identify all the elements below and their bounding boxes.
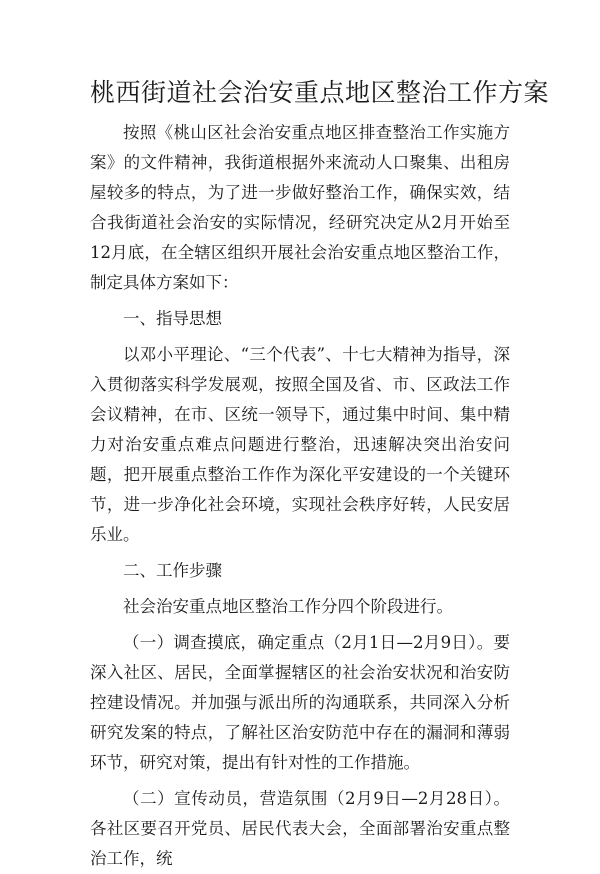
intro-paragraph: 按照《桃山区社会治安重点地区排查整治工作实施方案》的文件精神，我街道根据外来流动人口聚集、出租房屋较多的特点，为了进一步做好整治工作，确保实效，结合我街道社会治安的实际情况，经研究决定从2月开始至12月底，在全辖区组织开展社会治安重点地区整治工作，制定具体方案如下： xyxy=(90,123,510,292)
step-2-paragraph: （二）宣传动员，营造氛围（2月9日—2月28日）。各社区要召开党员、居民代表大会，全面部署治安重点整治工作，统 xyxy=(90,789,510,868)
section-1-paragraph: 以邓小平理论、“三个代表”、十七大精神为指导，深入贯彻落实科学发展观，按照全国及省、市、区政法工作会议精神，在市、区统一领导下，通过集中时间、集中精力对治安重点难点问题进行整治，迅速解决突出治安问题，把开展重点整治工作作为深化平安建设的一个关键环节，进一步净化社会环境，实现社会秩序好转，人民安居乐业。 xyxy=(90,345,510,544)
step-1-paragraph: （一）调查摸底，确定重点（2月1日—2月9日）。要深入社区、居民，全面掌握辖区的社会治安状况和治安防控建设情况。并加强与派出所的沟通联系，共同深入分析研究发案的特点，了解社区治安防范中存在的漏洞和薄弱环节，研究对策，提出有针对性的工作措施。 xyxy=(90,633,510,772)
document-title: 桃西街道社会治安重点地区整治工作方案 xyxy=(90,78,550,107)
document-body xyxy=(90,118,510,874)
section-2-intro-paragraph: 社会治安重点地区整治工作分四个阶段进行。 xyxy=(123,597,453,616)
section-1-heading: 一、指导思想 xyxy=(123,309,222,328)
section-2-heading: 二、工作步骤 xyxy=(123,561,222,580)
